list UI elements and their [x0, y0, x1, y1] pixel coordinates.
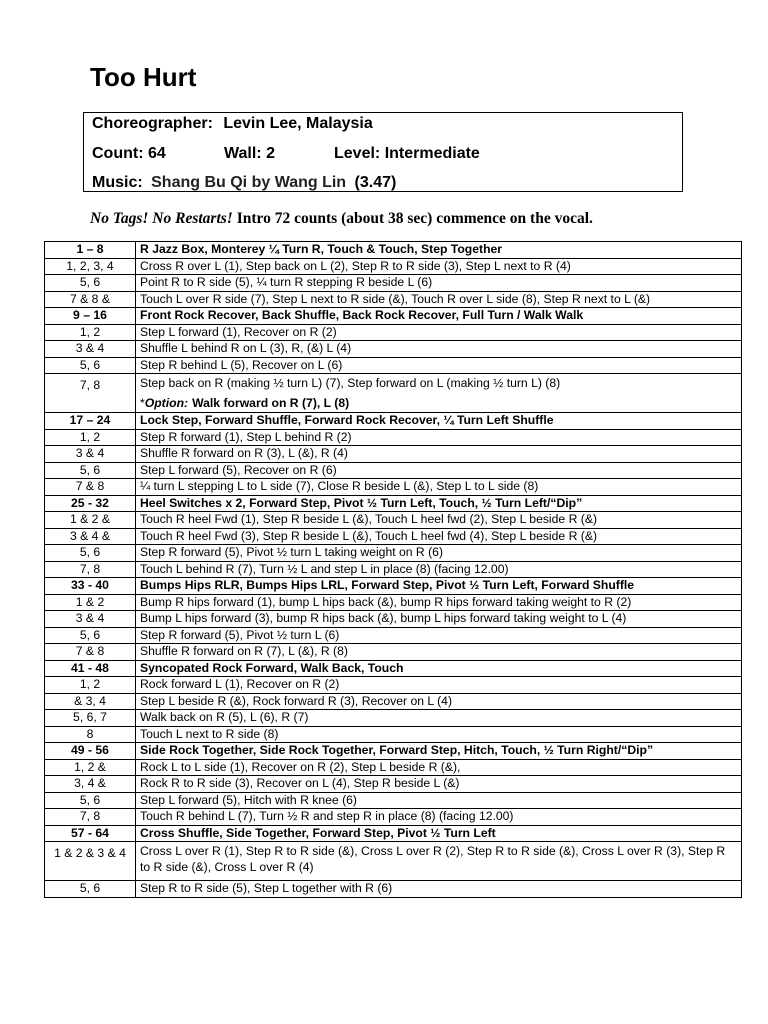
step-row	[45, 275, 742, 292]
step-count: & 3, 4	[45, 693, 136, 710]
wall-value: Wall: 2	[224, 145, 275, 162]
step-row	[45, 710, 742, 727]
step-sheet-table	[44, 241, 742, 898]
step-row	[45, 693, 742, 710]
step-row	[45, 726, 742, 743]
section-count-range: 49 - 56	[45, 743, 136, 760]
step-row	[45, 291, 742, 308]
choreographer-row	[92, 115, 373, 133]
section-count-range: 33 - 40	[45, 578, 136, 595]
step-row	[45, 842, 742, 881]
section-title: Side Rock Together, Side Rock Together, Forward Step, Hitch, Touch, ½ Turn Right/“Dip”	[136, 743, 742, 760]
step-sheet-body	[45, 242, 742, 898]
section-count-range: 41 - 48	[45, 660, 136, 677]
music-title: Shang Bu Qi by Wang Lin	[151, 174, 347, 191]
option-note	[140, 395, 737, 411]
step-description: Touch R behind L (7), Turn ½ R and step R in place (8) (facing 12.00)	[136, 809, 742, 826]
step-count: 1, 2	[45, 677, 136, 694]
section-header-row	[45, 495, 742, 512]
step-row	[45, 462, 742, 479]
step-count: 3, 4 &	[45, 776, 136, 793]
step-count: 1, 2 &	[45, 759, 136, 776]
step-count: 5, 6	[45, 881, 136, 898]
section-header-row	[45, 308, 742, 325]
step-description: Point R to R side (5), ¼ turn R stepping R beside L (6)	[136, 275, 742, 292]
step-description: Step R forward (5), Pivot ½ turn L taking weight on R (6)	[136, 545, 742, 562]
section-header-row	[45, 660, 742, 677]
section-count-range: 25 - 32	[45, 495, 136, 512]
step-count: 5, 6	[45, 275, 136, 292]
count-wall-level-row	[92, 145, 480, 163]
step-row	[45, 512, 742, 529]
step-row	[45, 545, 742, 562]
step-row	[45, 341, 742, 358]
section-title: Front Rock Recover, Back Shuffle, Back Rock Recover, Full Turn / Walk Walk	[136, 308, 742, 325]
step-count: 7 & 8	[45, 479, 136, 496]
step-description: Rock forward L (1), Recover on R (2)	[136, 677, 742, 694]
step-description: ¼ turn L stepping L to L side (7), Close R beside L (&), Step L to L side (8)	[136, 479, 742, 496]
step-row	[45, 528, 742, 545]
step-description: Touch R heel Fwd (3), Step R beside L (&), Touch L heel fwd (4), Step L beside R (&)	[136, 528, 742, 545]
step-row	[45, 677, 742, 694]
step-description: Bump R hips forward (1), bump L hips back (&), bump R hips forward taking weight to R (2)	[136, 594, 742, 611]
step-description: Touch L behind R (7), Turn ½ L and step L in place (8) (facing 12.00)	[136, 561, 742, 578]
step-row	[45, 479, 742, 496]
tagline	[90, 210, 593, 228]
step-count: 3 & 4	[45, 446, 136, 463]
section-title: R Jazz Box, Monterey ¼ Turn R, Touch & Touch, Step Together	[136, 242, 742, 259]
step-count: 3 & 4	[45, 341, 136, 358]
step-row	[45, 644, 742, 661]
step-row	[45, 881, 742, 898]
option-label: Option:	[144, 396, 189, 410]
step-count: 5, 6, 7	[45, 710, 136, 727]
step-row	[45, 792, 742, 809]
step-row	[45, 429, 742, 446]
section-title: Bumps Hips RLR, Bumps Hips LRL, Forward Step, Pivot ½ Turn Left, Forward Shuffle	[136, 578, 742, 595]
section-header-row	[45, 578, 742, 595]
step-count: 5, 6	[45, 357, 136, 374]
section-count-range: 9 – 16	[45, 308, 136, 325]
step-count: 3 & 4 &	[45, 528, 136, 545]
step-count: 1 & 2 &	[45, 512, 136, 529]
step-row	[45, 561, 742, 578]
step-count: 5, 6	[45, 627, 136, 644]
step-row	[45, 627, 742, 644]
step-description-text: Step back on R (making ½ turn L) (7), Step forward on L (making ½ turn L) (8)	[140, 376, 561, 390]
page-title: Too Hurt	[90, 62, 197, 92]
option-text: Walk forward on R (7), L (8)	[192, 396, 350, 410]
step-count: 5, 6	[45, 462, 136, 479]
tagline-intro: Intro 72 counts (about 38 sec) commence on the vocal.	[236, 210, 593, 227]
step-row	[45, 258, 742, 275]
section-header-row	[45, 743, 742, 760]
step-count: 8	[45, 726, 136, 743]
step-count: 5, 6	[45, 545, 136, 562]
step-row	[45, 357, 742, 374]
dance-info-box	[83, 112, 683, 192]
section-header-row	[45, 242, 742, 259]
step-description: Touch L over R side (7), Step L next to R side (&), Touch R over L side (8), Step R next to L (&)	[136, 291, 742, 308]
section-header-row	[45, 413, 742, 430]
section-title: Heel Switches x 2, Forward Step, Pivot ½ Turn Left, Touch, ½ Turn Left/“Dip”	[136, 495, 742, 512]
step-row	[45, 374, 742, 413]
section-title: Syncopated Rock Forward, Walk Back, Touch	[136, 660, 742, 677]
step-count: 7, 8	[45, 809, 136, 826]
step-count: 1, 2, 3, 4	[45, 258, 136, 275]
step-description: Shuffle L behind R on L (3), R, (&) L (4)	[136, 341, 742, 358]
level-value: Level: Intermediate	[334, 145, 480, 162]
step-count: 1 & 2 & 3 & 4	[45, 842, 136, 881]
step-count: 1 & 2	[45, 594, 136, 611]
step-row	[45, 324, 742, 341]
step-count: 1, 2	[45, 429, 136, 446]
choreographer-label: Choreographer:	[92, 115, 213, 132]
step-row	[45, 809, 742, 826]
music-label: Music:	[92, 174, 143, 191]
step-description: Shuffle R forward on R (3), L (&), R (4)	[136, 446, 742, 463]
step-row	[45, 759, 742, 776]
tagline-emphasis: No Tags! No Restarts!	[90, 210, 233, 227]
step-description: Bump L hips forward (3), bump R hips back (&), bump L hips forward taking weight to L (4)	[136, 611, 742, 628]
step-description: Step R behind L (5), Recover on L (6)	[136, 357, 742, 374]
count-value: Count: 64	[92, 145, 166, 162]
step-count: 3 & 4	[45, 611, 136, 628]
section-title: Lock Step, Forward Shuffle, Forward Rock Recover, ¼ Turn Left Shuffle	[136, 413, 742, 430]
step-description: Step L beside R (&), Rock forward R (3), Recover on L (4)	[136, 693, 742, 710]
step-description: Step L forward (5), Hitch with R knee (6)	[136, 792, 742, 809]
step-description: Step R forward (1), Step L behind R (2)	[136, 429, 742, 446]
step-description: Step R to R side (5), Step L together with R (6)	[136, 881, 742, 898]
step-description: Touch L next to R side (8)	[136, 726, 742, 743]
step-description: Touch R heel Fwd (1), Step R beside L (&), Touch L heel fwd (2), Step L beside R (&)	[136, 512, 742, 529]
step-row	[45, 594, 742, 611]
step-description: Step L forward (5), Recover on R (6)	[136, 462, 742, 479]
step-description: Walk back on R (5), L (6), R (7)	[136, 710, 742, 727]
step-description: Cross L over R (1), Step R to R side (&), Cross L over R (2), Step R to R side (&), Cross L over R (3), Step R to R side (&), Cross L over R (4)	[136, 842, 742, 881]
step-description	[136, 374, 742, 413]
step-description: Rock L to L side (1), Recover on R (2), Step L beside R (&),	[136, 759, 742, 776]
step-row	[45, 776, 742, 793]
section-count-range: 17 – 24	[45, 413, 136, 430]
section-title: Cross Shuffle, Side Together, Forward Step, Pivot ½ Turn Left	[136, 825, 742, 842]
step-description: Rock R to R side (3), Recover on L (4), Step R beside L (&)	[136, 776, 742, 793]
music-duration: (3.47)	[354, 174, 397, 191]
step-count: 1, 2	[45, 324, 136, 341]
choreographer-value: Levin Lee, Malaysia	[223, 115, 373, 132]
music-row	[92, 174, 396, 192]
step-description: Shuffle R forward on R (7), L (&), R (8)	[136, 644, 742, 661]
step-row	[45, 611, 742, 628]
step-row	[45, 446, 742, 463]
step-description: Step R forward (5), Pivot ½ turn L (6)	[136, 627, 742, 644]
step-description: Step L forward (1), Recover on R (2)	[136, 324, 742, 341]
step-description: Cross R over L (1), Step back on L (2), Step R to R side (3), Step L next to R (4)	[136, 258, 742, 275]
section-count-range: 57 - 64	[45, 825, 136, 842]
section-header-row	[45, 825, 742, 842]
step-count: 7 & 8 &	[45, 291, 136, 308]
step-count: 5, 6	[45, 792, 136, 809]
step-count: 7, 8	[45, 374, 136, 413]
step-count: 7 & 8	[45, 644, 136, 661]
option-asterisk: *	[140, 396, 145, 410]
section-count-range: 1 – 8	[45, 242, 136, 259]
step-count: 7, 8	[45, 561, 136, 578]
